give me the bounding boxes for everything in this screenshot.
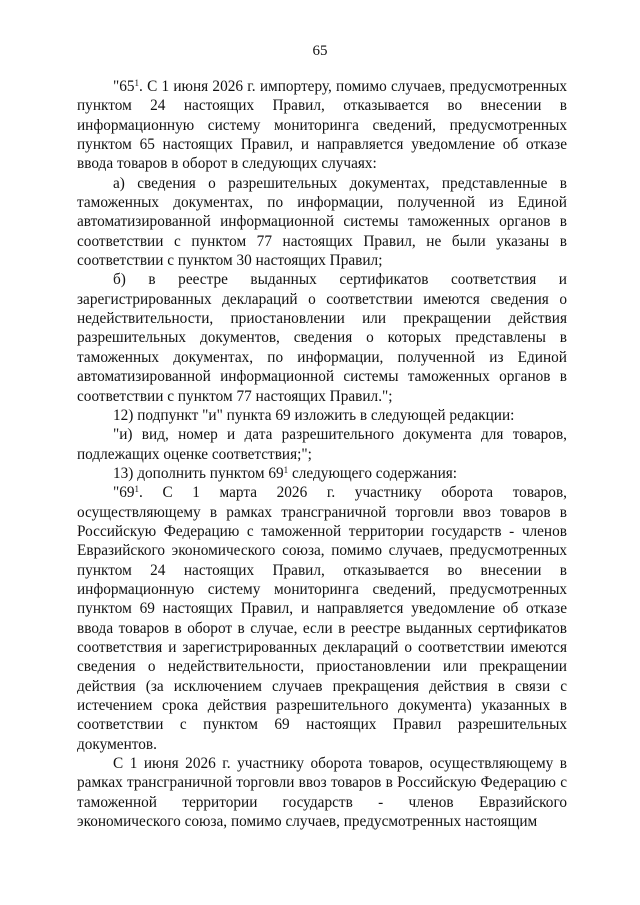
paragraph-text: "65 <box>113 78 135 95</box>
paragraph-text: . С 1 марта 2026 г. участнику оборота товаров, осуществляющему в рамках трансграничной торговли ввоз товаров в Российскую Федерацию с таможенной территории государств - членов Евразийского экономического союза, помимо случаев, предусмотренных пунктом 24 настоящих Правил, отказывается во внесении в информационную систему мониторинга сведений, предусмотренных пунктом 69 настоящих Правил, и направляется уведомление об отказе ввода товаров в оборот в случае, если в реестре выданных сертификатов соответствия и зарегистрированных деклараций о соответствии имеются сведения о недействительности, приостановлении или прекращении действия (за исключением случаев прекращения действия в связи с истечением срока действия разрешительного документа) указанных в соответствии с пунктом 69 настоящих Правил разрешительных документов. <box>77 484 567 753</box>
document-body <box>77 77 567 831</box>
superscript: 1 <box>134 484 140 495</box>
paragraph-text: "69 <box>113 484 135 502</box>
superscript: 1 <box>283 464 289 475</box>
paragraph-text: "и) вид, номер и дата разрешительного документа для товаров, подлежащих оценке соответствия;"; <box>77 426 567 463</box>
paragraph-69-1 <box>77 483 567 754</box>
paragraph-text: б) в реестре выданных сертификатов соответствия и зарегистрированных деклараций о соответствии имеются сведения о недействительности, приостановлении или прекращении действия разрешительных документов, сведения о которых представлены в таможенных документах, по информации, полученной из Единой автоматизированной информационной системы таможенных органов в соответствии с пунктом 77 настоящих Правил."; <box>77 271 567 405</box>
paragraph-text: следующего содержания: <box>288 464 458 482</box>
paragraph-subitem-a <box>77 174 567 271</box>
paragraph-item-13 <box>77 464 567 483</box>
paragraph-item-12 <box>77 406 567 425</box>
superscript: 1 <box>134 78 140 88</box>
paragraph-june-2026 <box>77 754 567 831</box>
paragraph-subitem-b <box>77 270 567 405</box>
page-number: 65 <box>312 43 328 59</box>
paragraph-text: С 1 июня 2026 г. участнику оборота товаров, осуществляющему в рамках трансграничной торговли ввоз товаров в Российскую Федерацию с таможенной территории государств - членов Евразийского экономического союза, помимо случаев, предусмотренных настоящим <box>77 755 567 831</box>
paragraph-65-1 <box>77 77 567 174</box>
paragraph-text: 13) дополнить пунктом 69 <box>113 464 284 482</box>
paragraph-text: 12) подпункт "и" пункта 69 изложить в следующей редакции: <box>113 406 515 424</box>
paragraph-subitem-i <box>77 425 567 464</box>
paragraph-text: а) сведения о разрешительных документах, представленные в таможенных документах, по информации, полученной из Единой автоматизированной информационной системы таможенных органов в соответствии с пунктом 77 настоящих Правил, не были указаны в соответствии с пунктом 30 настоящих Правил; <box>77 174 567 270</box>
paragraph-text: . С 1 июня 2026 г. импортеру, помимо случаев, предусмотренных пунктом 24 настоящих Правил, отказывается во внесении в информационную систему мониторинга сведений, предусмотренных пунктом 65 настоящих Правил, и направляется уведомление об отказе ввода товаров в оборот в следующих случаях: <box>77 78 567 173</box>
